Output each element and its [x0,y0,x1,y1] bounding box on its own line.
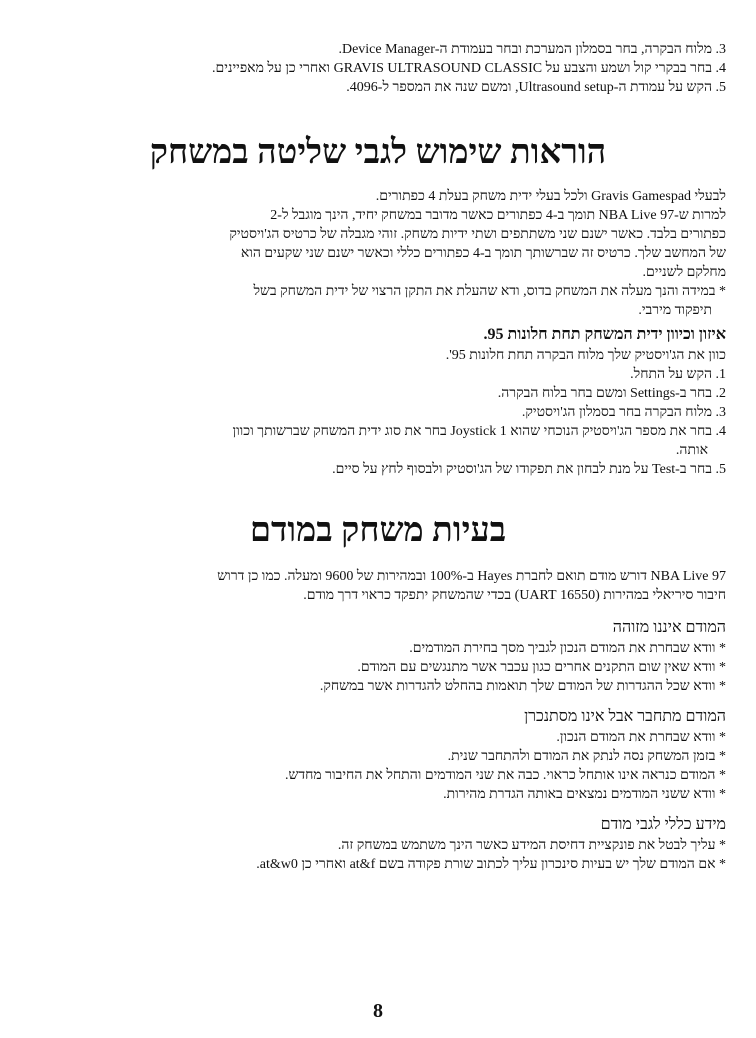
paragraph-line: למרות ש-NBA Live 97 תומך ב-4 כפתורים כאשר מדובר במשחק יחיד, הינך מוגבל ל-2 [270,208,726,223]
step-line: 1. הקש על התחל. [630,367,726,382]
modem-group [30,814,726,874]
bullet-item: * המודם כנראה אינו אותחל כראוי. כבה את שני המודמים והתחל את החיבור מחדש. [284,768,726,783]
step-line: 2. בחר ב-Settings ומשם בחר בלוח הבקרה. [497,386,726,401]
group-heading: המודם איננו מזוהה [612,619,726,636]
paragraph-line: כפתורים בלבד. כאשר ישנם שני משתתפים ושתי ידיות משחק. זוהי מגבלה של כרטיס הג'ויסטיק [229,227,726,242]
bullet-item: * בזמן המשחק נסה לנתק את המודם ולהתחבר שנית. [447,749,726,764]
bullet-item: * וודא שבחרת את המודם הנכון. [556,730,726,745]
bullet-item: * עליך לבטל את פונקציית דחיסת המידע כאשר הינך משתמש במשחק זה. [337,838,726,853]
joystick-section [30,346,726,479]
step-line: 4. בחר בבקרי קול ושמע והצבע על GRAVIS ULTRASOUND CLASSIC ואחרי כן על מאפיינים. [212,61,726,76]
section-title-modem: בעיות משחק במודם [249,512,507,549]
group-heading: המודם מתחבר אבל אינו מסתנכרן [524,708,726,725]
top-steps [30,40,726,97]
group-heading: מידע כללי לגבי מודם [600,816,726,833]
section-title-controls: הוראות שימוש לגבי שליטה במשחק [149,134,607,171]
paragraph-line: של המחשב שלך. כרטיס זה שברשותך תומך ב-4 כפתורים כללי וכאשר ישנם שני שקעים הוא [240,246,726,261]
step-line: 3. מלוח הבקרה, בחר בסמלון המערכת ובחר בעמודת ה-Device Manager. [338,42,726,57]
note-line: * במידה והנך מעלה את המשחק בדוס, ודא שהעלת את התקן הרצוי של ידית המשחק בשל [253,284,726,299]
modem-group [30,617,726,696]
paragraph-line: כוון את הג'ויסטיק שלך מלוח הבקרה תחת חלונות 95'. [445,348,726,363]
modem-group [30,706,726,804]
page-number: 8 [373,1000,383,1022]
step-line: 3. מלוח הבקרה בחר בסמלון הג'ויסטיק. [521,405,726,420]
step-line: 4. בחר את מספר הג'ויסטיק הנוכחי שהוא Joystick 1 בחר את סוג ידית המשחק שברשותך וכוון [232,424,726,439]
bullet-item: * וודא שכל ההגדרות של המודם שלך תואמות בהחלט להגדרות אשר במשחק. [319,679,726,694]
paragraph-line: NBA Live 97 דורש מודם תואם לחברת Hayes ב-100% ובמהירות של 9600 ומעלה. כמו כן דרוש [217,569,726,584]
modem-intro [30,567,726,605]
step-line: 5. הקש על עמודת ה-Ultrasound setup, ומשם שנה את המספר ל-4096. [346,80,726,95]
paragraph-line: לבעלי Gravis Gamespad ולכל בעלי ידית משחק בעלת 4 כפתורים. [375,189,726,204]
bullet-item: * אם המודם שלך יש בעיות סינכרון עליך לכתוב שורת פקודה בשם at&f ואחרי כן at&w0. [256,857,726,872]
section-title-joystick: איזון וכיוון ידית המשחק תחת חלונות 95. [483,326,726,343]
bullet-item: * וודא ששני המודמים נמצאים באותה הגדרת מהירות. [443,787,726,802]
bullet-item: * וודא שבחרת את המודם הנכון לגביך מסך בחירת המודמים. [409,641,726,656]
note-line: תיפקוד מירבי. [638,303,712,318]
paragraph-line: חיבור סיריאלי במהירות (16550 UART) בכדי שהמשחק יתפקד כראוי דרך מודם. [303,588,726,603]
step-line: 5. בחר ב-Test על מנת לבחון את תפקודו של הג'וסטיק ולבסוף לחץ על סיים. [332,462,726,477]
bullet-item: * וודא שאין שום התקנים אחרים כגון עכבר אשר מתנגשים עם המודם. [357,660,726,675]
controls-intro [30,187,726,320]
manual-page [30,34,726,874]
step-line: אותה. [675,443,708,458]
paragraph-line: מחלקם לשניים. [642,265,726,280]
